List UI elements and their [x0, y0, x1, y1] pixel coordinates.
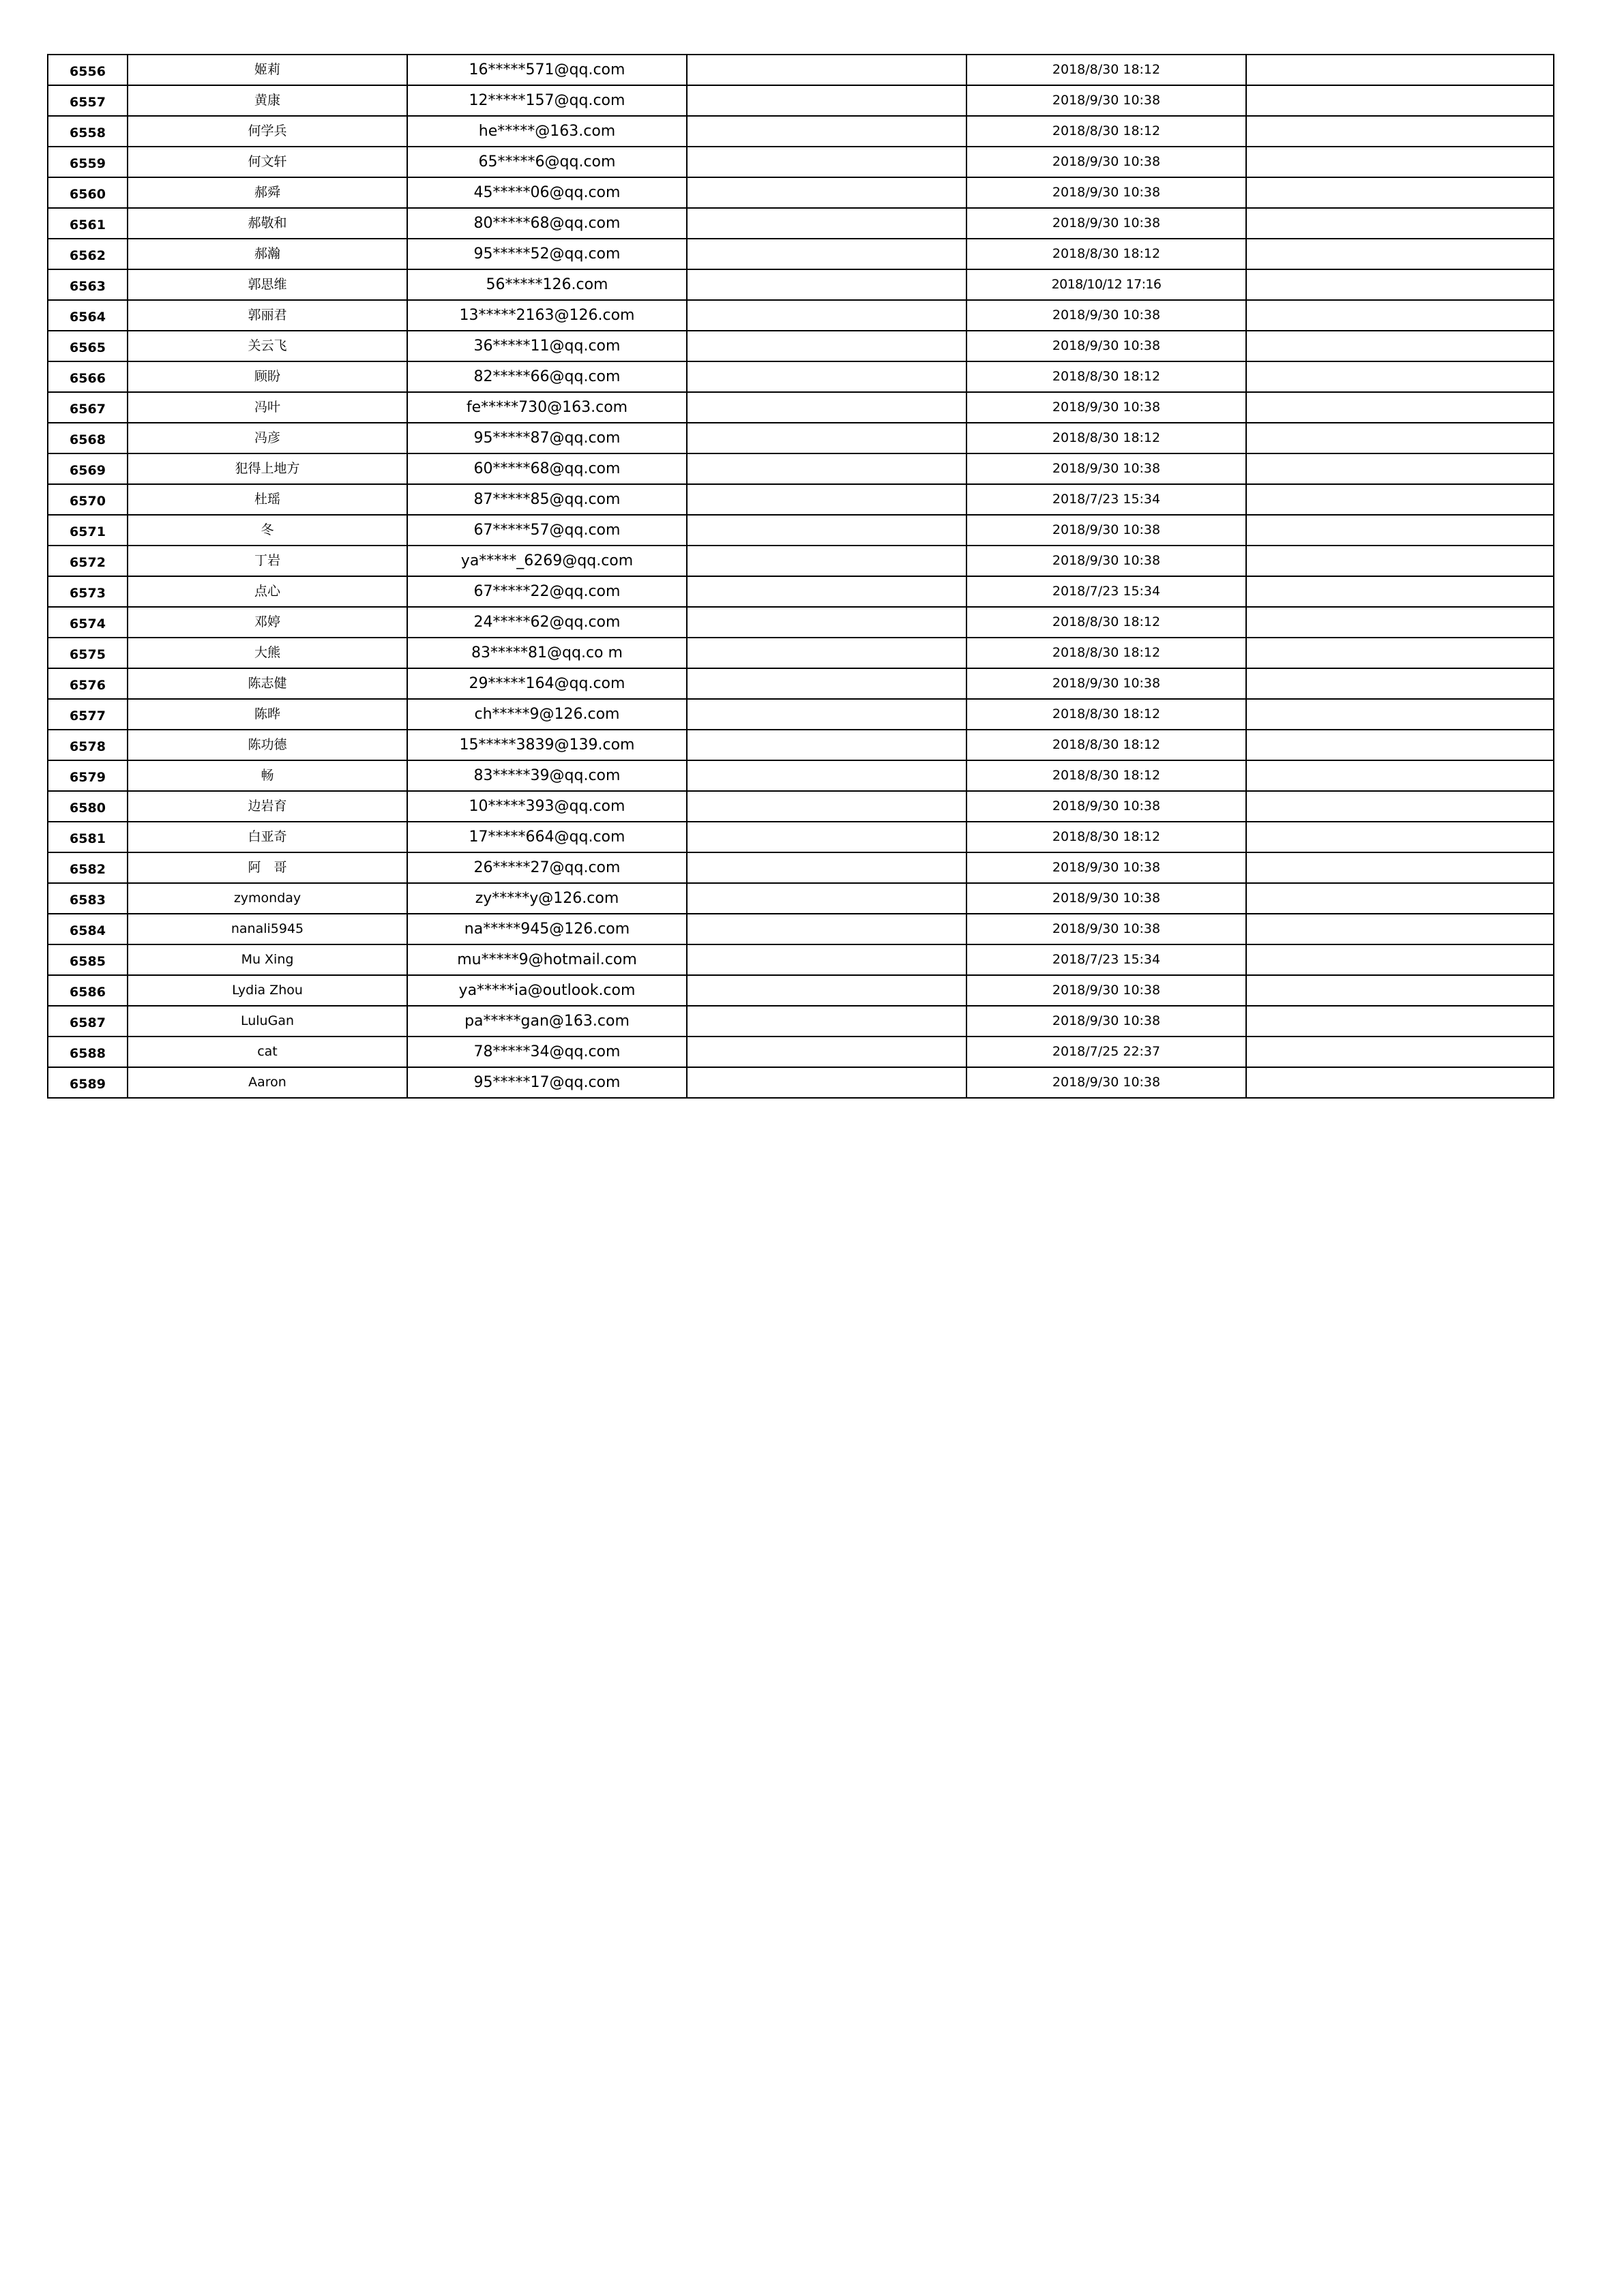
empty-cell — [687, 484, 966, 515]
table-row — [48, 361, 1554, 392]
table-row — [48, 852, 1554, 883]
empty-cell — [687, 331, 966, 361]
table-row — [48, 576, 1554, 607]
row-number-cell: 6567 — [48, 392, 128, 423]
name-cell: 冯彦 — [128, 423, 407, 453]
empty-cell — [687, 944, 966, 975]
date-cell: 2018/9/30 10:38 — [966, 85, 1246, 116]
table-row — [48, 883, 1554, 914]
row-number-cell: 6584 — [48, 914, 128, 944]
empty-cell — [1246, 607, 1554, 638]
name-cell: 郝舜 — [128, 177, 407, 208]
row-number-cell: 6561 — [48, 208, 128, 239]
row-number-cell: 6576 — [48, 668, 128, 699]
email-cell: 87*****85@qq.com — [407, 484, 687, 515]
empty-cell — [687, 852, 966, 883]
empty-cell — [1246, 975, 1554, 1006]
row-number-cell: 6572 — [48, 546, 128, 576]
date-cell: 2018/8/30 18:12 — [966, 55, 1246, 85]
name-cell: 何学兵 — [128, 116, 407, 147]
empty-cell — [687, 361, 966, 392]
name-cell: 姬莉 — [128, 55, 407, 85]
email-cell: 26*****27@qq.com — [407, 852, 687, 883]
name-cell: 冬 — [128, 515, 407, 546]
empty-cell — [1246, 515, 1554, 546]
row-number-cell: 6558 — [48, 116, 128, 147]
email-cell: 82*****66@qq.com — [407, 361, 687, 392]
table-row — [48, 822, 1554, 852]
empty-cell — [687, 1067, 966, 1098]
table-row — [48, 208, 1554, 239]
empty-cell — [1246, 668, 1554, 699]
email-cell: he*****@163.com — [407, 116, 687, 147]
empty-cell — [1246, 423, 1554, 453]
empty-cell — [687, 791, 966, 822]
row-number-cell: 6564 — [48, 300, 128, 331]
row-number-cell: 6566 — [48, 361, 128, 392]
name-cell: 大熊 — [128, 638, 407, 668]
empty-cell — [687, 423, 966, 453]
date-cell: 2018/7/23 15:34 — [966, 944, 1246, 975]
table-row — [48, 1067, 1554, 1098]
name-cell: zymonday — [128, 883, 407, 914]
name-cell: 杜瑶 — [128, 484, 407, 515]
table-row — [48, 914, 1554, 944]
row-number-cell: 6568 — [48, 423, 128, 453]
empty-cell — [687, 239, 966, 269]
date-cell: 2018/9/30 10:38 — [966, 883, 1246, 914]
empty-cell — [1246, 883, 1554, 914]
empty-cell — [1246, 914, 1554, 944]
empty-cell — [687, 546, 966, 576]
empty-cell — [687, 515, 966, 546]
email-cell: 12*****157@qq.com — [407, 85, 687, 116]
email-cell: 67*****22@qq.com — [407, 576, 687, 607]
empty-cell — [1246, 1067, 1554, 1098]
row-number-cell: 6575 — [48, 638, 128, 668]
name-cell: 郭丽君 — [128, 300, 407, 331]
email-cell: 17*****664@qq.com — [407, 822, 687, 852]
date-cell: 2018/9/30 10:38 — [966, 1067, 1246, 1098]
date-cell: 2018/9/30 10:38 — [966, 392, 1246, 423]
date-cell: 2018/8/30 18:12 — [966, 607, 1246, 638]
empty-cell — [1246, 484, 1554, 515]
row-number-cell: 6577 — [48, 699, 128, 730]
empty-cell — [687, 147, 966, 177]
table-row — [48, 269, 1554, 300]
email-cell: 78*****34@qq.com — [407, 1037, 687, 1067]
email-cell: ch*****9@126.com — [407, 699, 687, 730]
table-row — [48, 607, 1554, 638]
email-cell: 15*****3839@139.com — [407, 730, 687, 760]
email-cell: 67*****57@qq.com — [407, 515, 687, 546]
table-row — [48, 730, 1554, 760]
table-row — [48, 300, 1554, 331]
empty-cell — [687, 883, 966, 914]
row-number-cell: 6557 — [48, 85, 128, 116]
name-cell: 边岩育 — [128, 791, 407, 822]
date-cell: 2018/8/30 18:12 — [966, 699, 1246, 730]
row-number-cell: 6560 — [48, 177, 128, 208]
name-cell: 关云飞 — [128, 331, 407, 361]
email-cell: ya*****_6269@qq.com — [407, 546, 687, 576]
email-cell: 36*****11@qq.com — [407, 331, 687, 361]
email-cell: 83*****81@qq.co m — [407, 638, 687, 668]
empty-cell — [1246, 239, 1554, 269]
table-row — [48, 177, 1554, 208]
email-cell: 95*****17@qq.com — [407, 1067, 687, 1098]
email-cell: mu*****9@hotmail.com — [407, 944, 687, 975]
name-cell: Mu Xing — [128, 944, 407, 975]
date-cell: 2018/9/30 10:38 — [966, 331, 1246, 361]
date-cell: 2018/9/30 10:38 — [966, 914, 1246, 944]
row-number-cell: 6583 — [48, 883, 128, 914]
empty-cell — [687, 177, 966, 208]
empty-cell — [1246, 300, 1554, 331]
email-cell: 24*****62@qq.com — [407, 607, 687, 638]
empty-cell — [1246, 1006, 1554, 1037]
row-number-cell: 6565 — [48, 331, 128, 361]
email-cell: 56*****126.com — [407, 269, 687, 300]
email-cell: 83*****39@qq.com — [407, 760, 687, 791]
records-table — [47, 54, 1554, 1099]
email-cell: 16*****571@qq.com — [407, 55, 687, 85]
date-cell: 2018/9/30 10:38 — [966, 453, 1246, 484]
table-row — [48, 239, 1554, 269]
date-cell: 2018/9/30 10:38 — [966, 852, 1246, 883]
date-cell: 2018/8/30 18:12 — [966, 239, 1246, 269]
empty-cell — [1246, 208, 1554, 239]
empty-cell — [1246, 638, 1554, 668]
empty-cell — [687, 1037, 966, 1067]
date-cell: 2018/7/25 22:37 — [966, 1037, 1246, 1067]
email-cell: fe*****730@163.com — [407, 392, 687, 423]
table-row — [48, 453, 1554, 484]
table-row — [48, 331, 1554, 361]
empty-cell — [1246, 546, 1554, 576]
name-cell: 邓婷 — [128, 607, 407, 638]
empty-cell — [1246, 177, 1554, 208]
empty-cell — [1246, 453, 1554, 484]
empty-cell — [687, 668, 966, 699]
name-cell: 丁岩 — [128, 546, 407, 576]
date-cell: 2018/9/30 10:38 — [966, 177, 1246, 208]
row-number-cell: 6562 — [48, 239, 128, 269]
empty-cell — [687, 116, 966, 147]
table-row — [48, 944, 1554, 975]
row-number-cell: 6585 — [48, 944, 128, 975]
date-cell: 2018/10/12 17:16 — [966, 269, 1246, 300]
row-number-cell: 6578 — [48, 730, 128, 760]
name-cell: nanali5945 — [128, 914, 407, 944]
name-cell: 白亚奇 — [128, 822, 407, 852]
email-cell: pa*****gan@163.com — [407, 1006, 687, 1037]
name-cell: 点心 — [128, 576, 407, 607]
date-cell: 2018/8/30 18:12 — [966, 760, 1246, 791]
table-row — [48, 484, 1554, 515]
row-number-cell: 6582 — [48, 852, 128, 883]
email-cell: 45*****06@qq.com — [407, 177, 687, 208]
table-row — [48, 699, 1554, 730]
empty-cell — [1246, 269, 1554, 300]
row-number-cell: 6586 — [48, 975, 128, 1006]
email-cell: na*****945@126.com — [407, 914, 687, 944]
date-cell: 2018/9/30 10:38 — [966, 546, 1246, 576]
row-number-cell: 6589 — [48, 1067, 128, 1098]
date-cell: 2018/8/30 18:12 — [966, 638, 1246, 668]
name-cell: 陈功德 — [128, 730, 407, 760]
row-number-cell: 6574 — [48, 607, 128, 638]
empty-cell — [1246, 699, 1554, 730]
row-number-cell: 6588 — [48, 1037, 128, 1067]
table-row — [48, 791, 1554, 822]
date-cell: 2018/9/30 10:38 — [966, 208, 1246, 239]
date-cell: 2018/7/23 15:34 — [966, 576, 1246, 607]
row-number-cell: 6556 — [48, 55, 128, 85]
empty-cell — [687, 730, 966, 760]
table-row — [48, 515, 1554, 546]
table-row — [48, 55, 1554, 85]
email-cell: 95*****87@qq.com — [407, 423, 687, 453]
date-cell: 2018/7/23 15:34 — [966, 484, 1246, 515]
empty-cell — [687, 55, 966, 85]
name-cell: 陈晔 — [128, 699, 407, 730]
name-cell: Aaron — [128, 1067, 407, 1098]
date-cell: 2018/9/30 10:38 — [966, 975, 1246, 1006]
date-cell: 2018/9/30 10:38 — [966, 1006, 1246, 1037]
empty-cell — [1246, 55, 1554, 85]
empty-cell — [687, 699, 966, 730]
name-cell: 畅 — [128, 760, 407, 791]
date-cell: 2018/9/30 10:38 — [966, 147, 1246, 177]
empty-cell — [687, 760, 966, 791]
email-cell: ya*****ia@outlook.com — [407, 975, 687, 1006]
row-number-cell: 6559 — [48, 147, 128, 177]
table-row — [48, 423, 1554, 453]
records-table-body — [48, 55, 1554, 1098]
row-number-cell: 6587 — [48, 1006, 128, 1037]
name-cell: 黄康 — [128, 85, 407, 116]
empty-cell — [687, 975, 966, 1006]
table-row — [48, 638, 1554, 668]
date-cell: 2018/9/30 10:38 — [966, 668, 1246, 699]
empty-cell — [687, 269, 966, 300]
name-cell: 犯得上地方 — [128, 453, 407, 484]
empty-cell — [687, 576, 966, 607]
empty-cell — [687, 208, 966, 239]
table-row — [48, 760, 1554, 791]
empty-cell — [1246, 852, 1554, 883]
empty-cell — [687, 638, 966, 668]
date-cell: 2018/8/30 18:12 — [966, 116, 1246, 147]
date-cell: 2018/8/30 18:12 — [966, 730, 1246, 760]
empty-cell — [687, 914, 966, 944]
table-row — [48, 1006, 1554, 1037]
table-row — [48, 392, 1554, 423]
empty-cell — [687, 1006, 966, 1037]
name-cell: 郭思维 — [128, 269, 407, 300]
date-cell: 2018/8/30 18:12 — [966, 822, 1246, 852]
empty-cell — [1246, 791, 1554, 822]
empty-cell — [1246, 822, 1554, 852]
empty-cell — [1246, 361, 1554, 392]
table-row — [48, 85, 1554, 116]
empty-cell — [1246, 85, 1554, 116]
date-cell: 2018/9/30 10:38 — [966, 300, 1246, 331]
row-number-cell: 6573 — [48, 576, 128, 607]
name-cell: cat — [128, 1037, 407, 1067]
name-cell: Lydia Zhou — [128, 975, 407, 1006]
email-cell: 29*****164@qq.com — [407, 668, 687, 699]
table-row — [48, 147, 1554, 177]
empty-cell — [1246, 1037, 1554, 1067]
table-row — [48, 668, 1554, 699]
email-cell: 80*****68@qq.com — [407, 208, 687, 239]
row-number-cell: 6581 — [48, 822, 128, 852]
empty-cell — [1246, 760, 1554, 791]
empty-cell — [1246, 730, 1554, 760]
date-cell: 2018/9/30 10:38 — [966, 515, 1246, 546]
row-number-cell: 6563 — [48, 269, 128, 300]
name-cell: 何文轩 — [128, 147, 407, 177]
name-cell: 冯叶 — [128, 392, 407, 423]
email-cell: 65*****6@qq.com — [407, 147, 687, 177]
empty-cell — [1246, 116, 1554, 147]
name-cell: 郝瀚 — [128, 239, 407, 269]
date-cell: 2018/8/30 18:12 — [966, 423, 1246, 453]
table-row — [48, 1037, 1554, 1067]
name-cell: 顾盼 — [128, 361, 407, 392]
date-cell: 2018/8/30 18:12 — [966, 361, 1246, 392]
row-number-cell: 6579 — [48, 760, 128, 791]
empty-cell — [687, 392, 966, 423]
empty-cell — [1246, 944, 1554, 975]
email-cell: 13*****2163@126.com — [407, 300, 687, 331]
empty-cell — [687, 607, 966, 638]
email-cell: zy*****y@126.com — [407, 883, 687, 914]
empty-cell — [687, 300, 966, 331]
empty-cell — [1246, 147, 1554, 177]
date-cell: 2018/9/30 10:38 — [966, 791, 1246, 822]
name-cell: 陈志健 — [128, 668, 407, 699]
empty-cell — [687, 85, 966, 116]
row-number-cell: 6580 — [48, 791, 128, 822]
table-row — [48, 546, 1554, 576]
empty-cell — [687, 453, 966, 484]
empty-cell — [1246, 331, 1554, 361]
empty-cell — [687, 822, 966, 852]
table-row — [48, 975, 1554, 1006]
email-cell: 95*****52@qq.com — [407, 239, 687, 269]
table-row — [48, 116, 1554, 147]
email-cell: 60*****68@qq.com — [407, 453, 687, 484]
row-number-cell: 6570 — [48, 484, 128, 515]
row-number-cell: 6571 — [48, 515, 128, 546]
name-cell: 郝敬和 — [128, 208, 407, 239]
empty-cell — [1246, 576, 1554, 607]
name-cell: 阿 哥 — [128, 852, 407, 883]
empty-cell — [1246, 392, 1554, 423]
name-cell: LuluGan — [128, 1006, 407, 1037]
email-cell: 10*****393@qq.com — [407, 791, 687, 822]
row-number-cell: 6569 — [48, 453, 128, 484]
